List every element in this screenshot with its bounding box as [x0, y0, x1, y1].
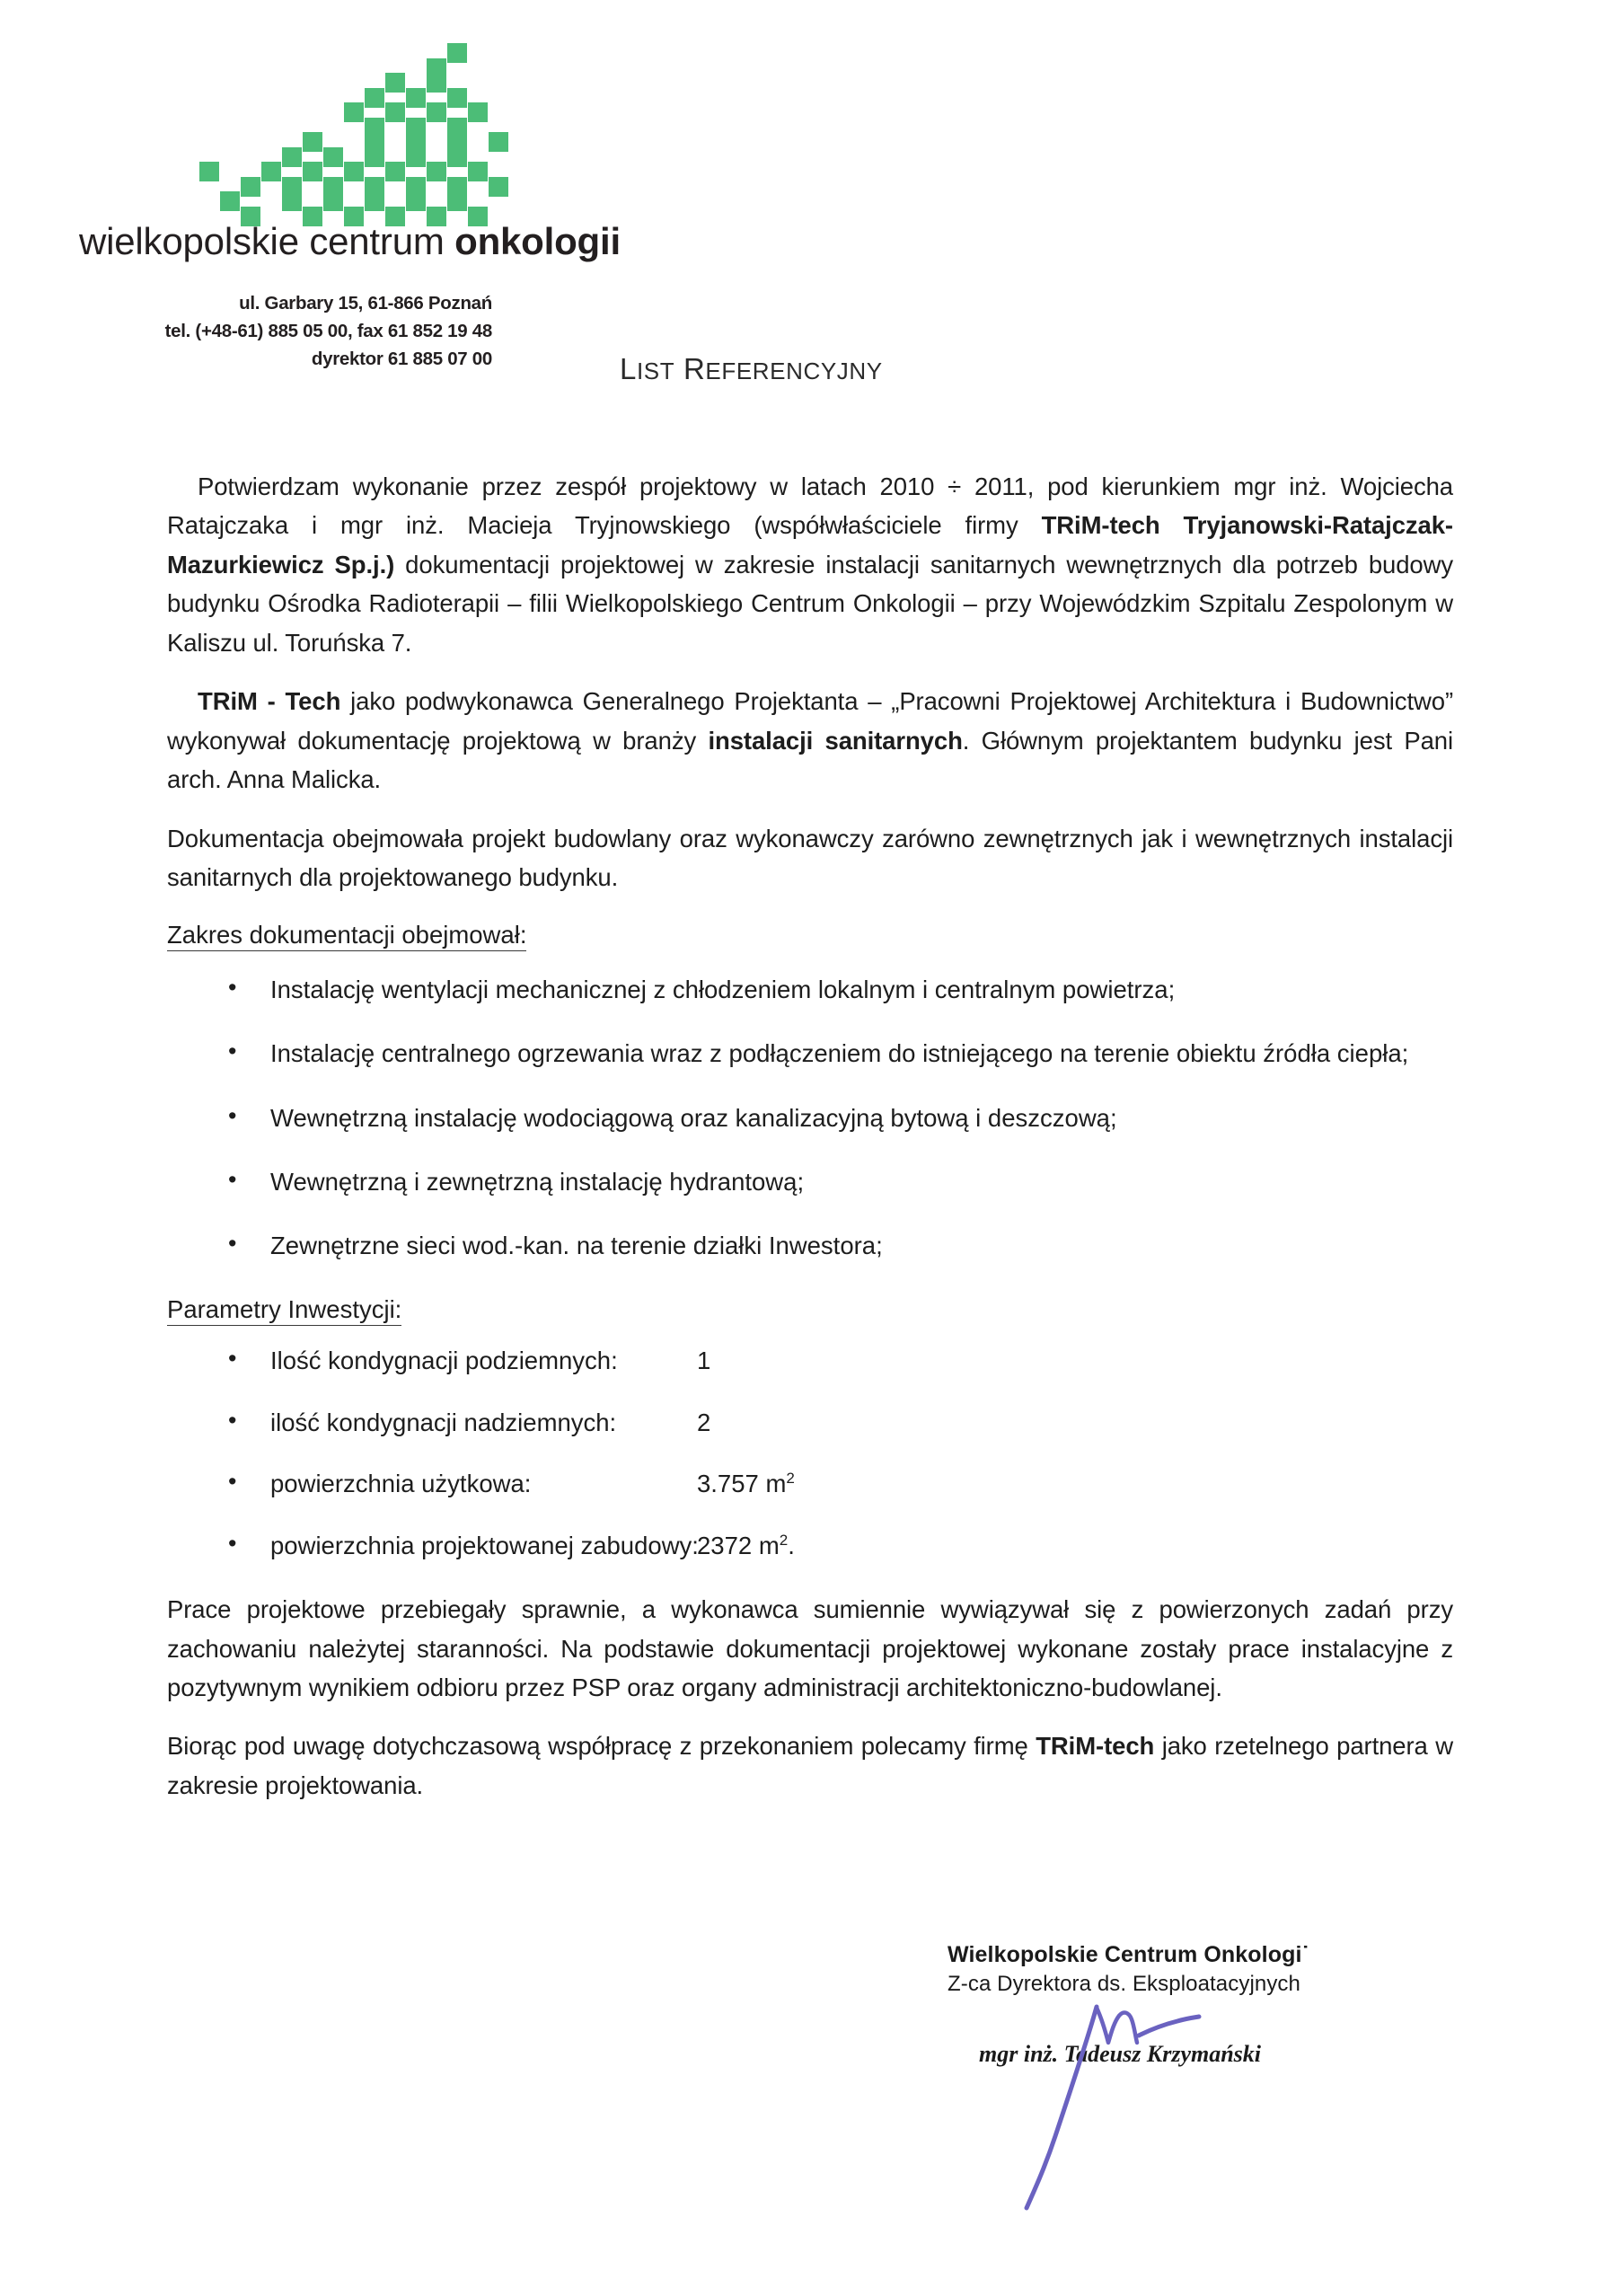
logo-cell: [406, 147, 426, 167]
logo-cell: [406, 88, 426, 108]
parameter-label: Ilość kondygnacji podziemnych:: [270, 1347, 618, 1375]
logo-cell: [489, 177, 508, 197]
parameter-superscript: 2: [779, 1531, 789, 1549]
organization-wordmark: [79, 220, 621, 263]
signature-block: [948, 1942, 1450, 2067]
scope-heading-text: Zakres dokumentacji obejmował:: [167, 921, 526, 951]
title-cap-l: L: [620, 352, 637, 385]
paragraph-performance: Prace projektowe przebiegały sprawnie, a wykonawca sumiennie wywiązywał się z powierzonych zadań przy zachowaniu należytej staranności. Na podstawie dokumentacji projektowej wykonane zostały prace instalacyjne z pozytywnym wynikiem odbioru przez PSP oraz organy administracji architektoniczno-budowlanej.: [167, 1595, 1453, 1701]
list-item: • Instalację wentylacji mechanicznej z chłodzeniem lokalnym i centralnym powietrza;: [167, 970, 1453, 1009]
wordmark-bold-text: onkologii: [454, 220, 621, 262]
logo-cell: [447, 191, 467, 211]
wco-logo-icon: [199, 43, 505, 223]
address-line: ul. Garbary 15, 61-866 Poznań: [239, 293, 492, 313]
logo-cell: [468, 102, 488, 122]
logo-cell: [489, 132, 508, 152]
logo-cell: [282, 147, 302, 167]
page-title: [620, 352, 883, 386]
logo-cell: [282, 191, 302, 211]
p1-part-c: dokumentacji projektowej w zakresie instalacji sanitarnych wewnętrznych dla potrzeb budowy budynku Ośrodka Radioterapii – filii Wielkopolskiego Centrum Onkologii – przy Wojewódzkim Szpitalu Zespolonym w Kaliszu ul. Toruńska 7.: [167, 550, 1454, 657]
director-phone-line: dyrektor 61 885 07 00: [311, 349, 492, 370]
parameter-label: powierzchnia użytkowa:: [270, 1470, 532, 1498]
logo-cell: [323, 147, 343, 167]
paragraph-recommendation: [167, 1726, 1453, 1805]
logo-cell: [323, 191, 343, 211]
title-rest-list: IST: [636, 358, 675, 384]
p5-trim-tech: TRiM-tech: [1036, 1732, 1155, 1761]
phone-fax-line: tel. (+48-61) 885 05 00, fax 61 852 19 48: [164, 321, 492, 342]
list-item: • Wewnętrzną instalację wodociągową oraz kanalizacyjną bytową i deszczową;: [167, 1099, 1453, 1137]
logo-cell: [447, 147, 467, 167]
title-rest-referencyjny: EFERENCYJNY: [705, 358, 883, 384]
p5-part-c: jako rzetelnego partnera w zakresie projektowania.: [167, 1732, 1453, 1799]
parameter-suffix: .: [788, 1531, 795, 1559]
p1-part-a: Potwierdzam wykonanie przez zespół projektowy w latach 2010 ÷ 2011, pod kierunkiem mgr inż. Wojciecha Ratajczaka i mgr inż. Macieja Tryjnowskiego (współwłaściciele firmy: [167, 472, 1453, 540]
logo-cell: [220, 191, 240, 211]
scope-list: [167, 970, 1453, 1266]
parameter-superscript: 2: [786, 1469, 795, 1487]
logo-cell: [385, 102, 405, 122]
parameter-row: [167, 1344, 1453, 1379]
parameters-heading-text: Parametry Inwestycji:: [167, 1295, 401, 1326]
logo-cell: [468, 162, 488, 181]
logo-cell: [385, 73, 405, 93]
logo-cell: [365, 88, 384, 108]
logo-cell: [427, 73, 446, 93]
logo-cell: [199, 162, 219, 181]
parameter-label: ilość kondygnacji nadziemnych:: [270, 1408, 617, 1436]
logo-cell: [365, 147, 384, 167]
logo-cell: [385, 162, 405, 181]
parameter-row: [167, 1529, 1453, 1564]
list-item: • Zewnętrzne sieci wod.-kan. na terenie działki Inwestora;: [167, 1226, 1453, 1265]
handwritten-signature: [921, 1960, 1298, 2230]
logo-cell: [303, 132, 322, 152]
document-body: [167, 467, 1453, 1824]
logo-cell: [447, 43, 467, 63]
parameter-value: 3.757 m: [697, 1470, 787, 1498]
p2-part-d: . Głównym projektantem budynku jest Pani arch. Anna Malicka.: [167, 726, 1453, 794]
parameter-row: [167, 1467, 1453, 1502]
paragraph-subcontractor: [167, 682, 1453, 799]
signatory-name: mgr inż. Tadeusz Krzymański: [979, 2041, 1262, 2067]
list-item: • Instalację centralnego ogrzewania wraz z podłączeniem do istniejącego na terenie obiektu źródła ciepła;: [167, 1034, 1453, 1073]
title-cap-r: R: [683, 352, 706, 385]
logo-cell: [447, 88, 467, 108]
list-item: • Wewnętrzną i zewnętrzną instalację hydrantową;: [167, 1162, 1453, 1201]
p5-part-a: Biorąc pod uwagę dotychczasową współpracę z przekonaniem polecamy firmę: [167, 1732, 1036, 1761]
parameter-value: 2372 m: [697, 1531, 780, 1559]
p2-branch-bold: instalacji sanitarnych: [708, 726, 963, 755]
parameters-heading: [167, 1291, 1453, 1328]
logo-cell: [365, 191, 384, 211]
logo-cell: [427, 162, 446, 181]
logo-cell: [261, 162, 281, 181]
p1-company-bold: TRiM-tech Tryjanowski-Ratajczak-Mazurkiewicz Sp.j.): [167, 511, 1453, 578]
logo-cell: [241, 177, 260, 197]
parameters-list: [167, 1344, 1453, 1563]
scope-heading: [167, 916, 1453, 953]
p2-part-b: jako podwykonawca Generalnego Projektanta – „Pracowni Projektowej Architektura i Budownictwo” wykonywał dokumentację projektową w branży: [167, 687, 1453, 755]
logo-cell: [344, 102, 364, 122]
paragraph-documentation-scope: Dokumentacja obejmowała projekt budowlany oraz wykonawczy zarówno zewnętrznych jak i wewnętrznych instalacji sanitarnych dla projektowanego budynku.: [167, 824, 1453, 891]
parameter-value: 1: [697, 1347, 711, 1375]
contact-block: [0, 289, 492, 373]
wordmark-light-text: wielkopolskie centrum: [79, 220, 455, 262]
stamp-organization: Wielkopolskie Centrum Onkologi˙: [948, 1942, 1309, 1967]
p2-trim-tech: TRiM - Tech: [198, 687, 341, 716]
stamp-position: Z-ca Dyrektora ds. Eksploatacyjnych: [948, 1972, 1300, 1996]
parameter-row: [167, 1406, 1453, 1441]
logo-cell: [406, 191, 426, 211]
parameter-value: 2: [697, 1408, 711, 1436]
logo-cell: [344, 162, 364, 181]
paragraph-confirmation: [167, 467, 1453, 662]
logo-cell: [427, 102, 446, 122]
parameter-label: powierzchnia projektowanej zabudowy:: [270, 1531, 699, 1559]
logo-cell: [303, 162, 322, 181]
